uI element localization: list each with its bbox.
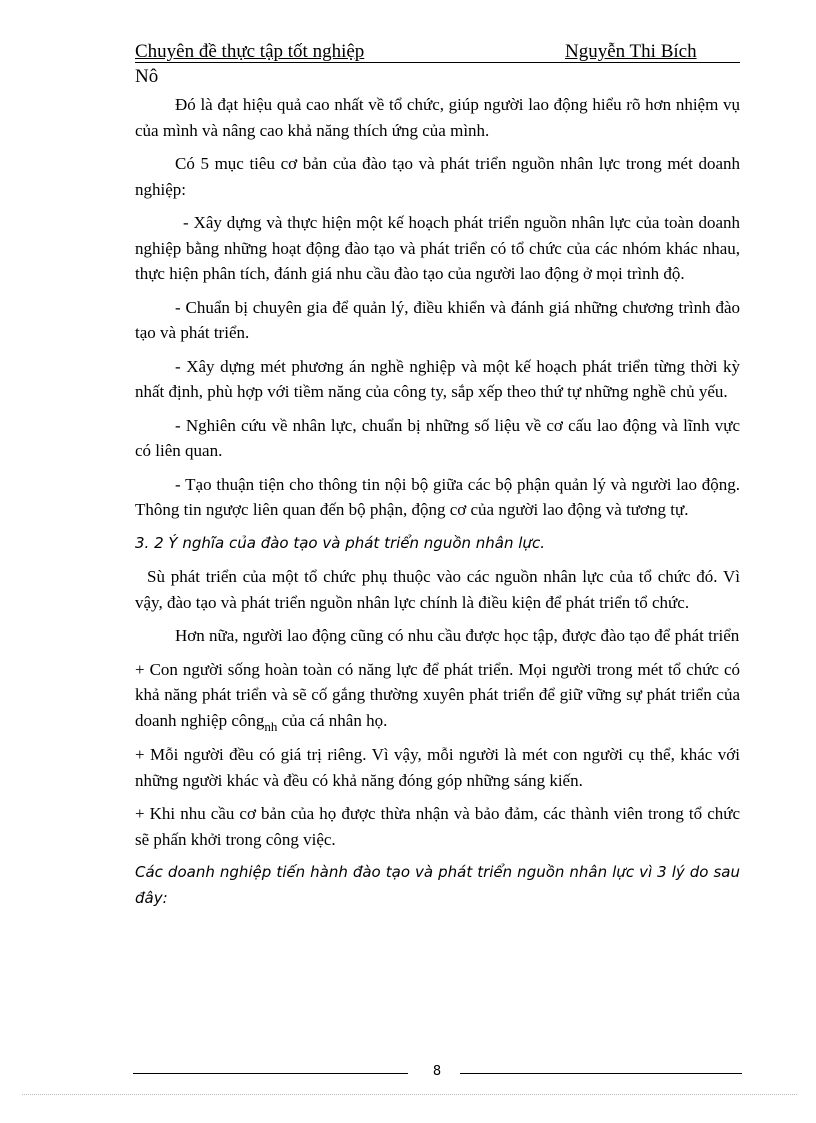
header-author-continuation: Nô — [135, 66, 159, 87]
subscript-text: nh — [264, 718, 278, 734]
paragraph: + Mỗi người đều có giá trị riêng. Vì vậy, mỗi người là mét con người cụ thể, khác với những người khác và đều có khả năng đóng góp những sáng kiến. — [135, 745, 740, 790]
paragraph-text: + Con người sống hoàn toàn có năng lực để phát triển. Mọi người trong mét tổ chức có khả năng phát triển và sẽ cố gắng thường xuyên phát triển để giữ vững sự phát triển của doanh nghiệp công — [135, 659, 740, 730]
paragraph: Đó là đạt hiệu quả cao nhất về tổ chức, giúp người lao động hiểu rõ hơn nhiệm vụ của mình và nâng cao khả năng thích ứng của mình. — [135, 95, 740, 140]
running-header — [135, 40, 740, 64]
footer-rule-right — [460, 1073, 742, 1074]
header-rule — [135, 62, 740, 63]
paragraph — [135, 657, 740, 735]
header-author: Nguyễn Thi Bích — [565, 41, 697, 62]
closing-statement: Các doanh nghiệp tiến hành đào tạo và phát triển nguồn nhân lực vì 3 lý do sau đây: — [135, 863, 740, 907]
paragraph: Sù phát triển của một tổ chức phụ thuộc vào các nguồn nhân lực của tổ chức đó. Vì vậy, đào tạo và phát triển nguồn nhân lực chính là điều kiện để phát triển tổ chức. — [135, 567, 740, 612]
paragraph: Hơn nữa, người lao động cũng có nhu cầu được học tập, được đào tạo để phát triển — [175, 626, 740, 645]
page-number: 8 — [432, 1064, 442, 1079]
body-text — [135, 92, 740, 919]
list-item: - Xây dựng mét phương án nghề nghiệp và một kế hoạch phát triển từng thời kỳ nhất định, phù hợp với tiềm năng của công ty, sắp xếp theo thứ tự những nghề chủ yếu. — [135, 356, 740, 401]
paragraph: + Khi nhu cầu cơ bản của họ được thừa nhận và bảo đảm, các thành viên trong tổ chức sẽ phấn khởi trong công việc. — [135, 804, 740, 849]
list-item: - Nghiên cứu về nhân lực, chuẩn bị những số liệu về cơ cấu lao động và lĩnh vực có liên quan. — [135, 415, 740, 460]
list-item: - Tạo thuận tiện cho thông tin nội bộ giữa các bộ phận quản lý và người lao động. Thông tin ngược liên quan đến bộ phận, động cơ của người lao động và tương tự. — [135, 474, 740, 519]
paragraph: Có 5 mục tiêu cơ bản của đào tạo và phát triển nguồn nhân lực trong mét doanh nghiệp: — [135, 154, 740, 199]
page-bottom-border — [22, 1094, 797, 1095]
header-title: Chuyên đề thực tập tốt nghiệp — [135, 41, 365, 62]
footer-rule-left — [133, 1073, 408, 1074]
paragraph-text-end: của cá nhân họ. — [277, 710, 388, 730]
section-heading: 3. 2 Ý nghĩa của đào tạo và phát triển nguồn nhân lực. — [135, 533, 545, 552]
list-item: - Chuẩn bị chuyên gia để quản lý, điều khiển và đánh giá những chương trình đào tạo và phát triển. — [135, 297, 740, 342]
list-item: - Xây dựng và thực hiện một kế hoạch phát triển nguồn nhân lực của toàn doanh nghiệp bằng những hoạt động đào tạo và phát triển có tổ chức của các nhóm khác nhau, thực hiện phân tích, đánh giá nhu cầu đào tạo của người lao động ở mọi trình độ. — [135, 213, 740, 283]
